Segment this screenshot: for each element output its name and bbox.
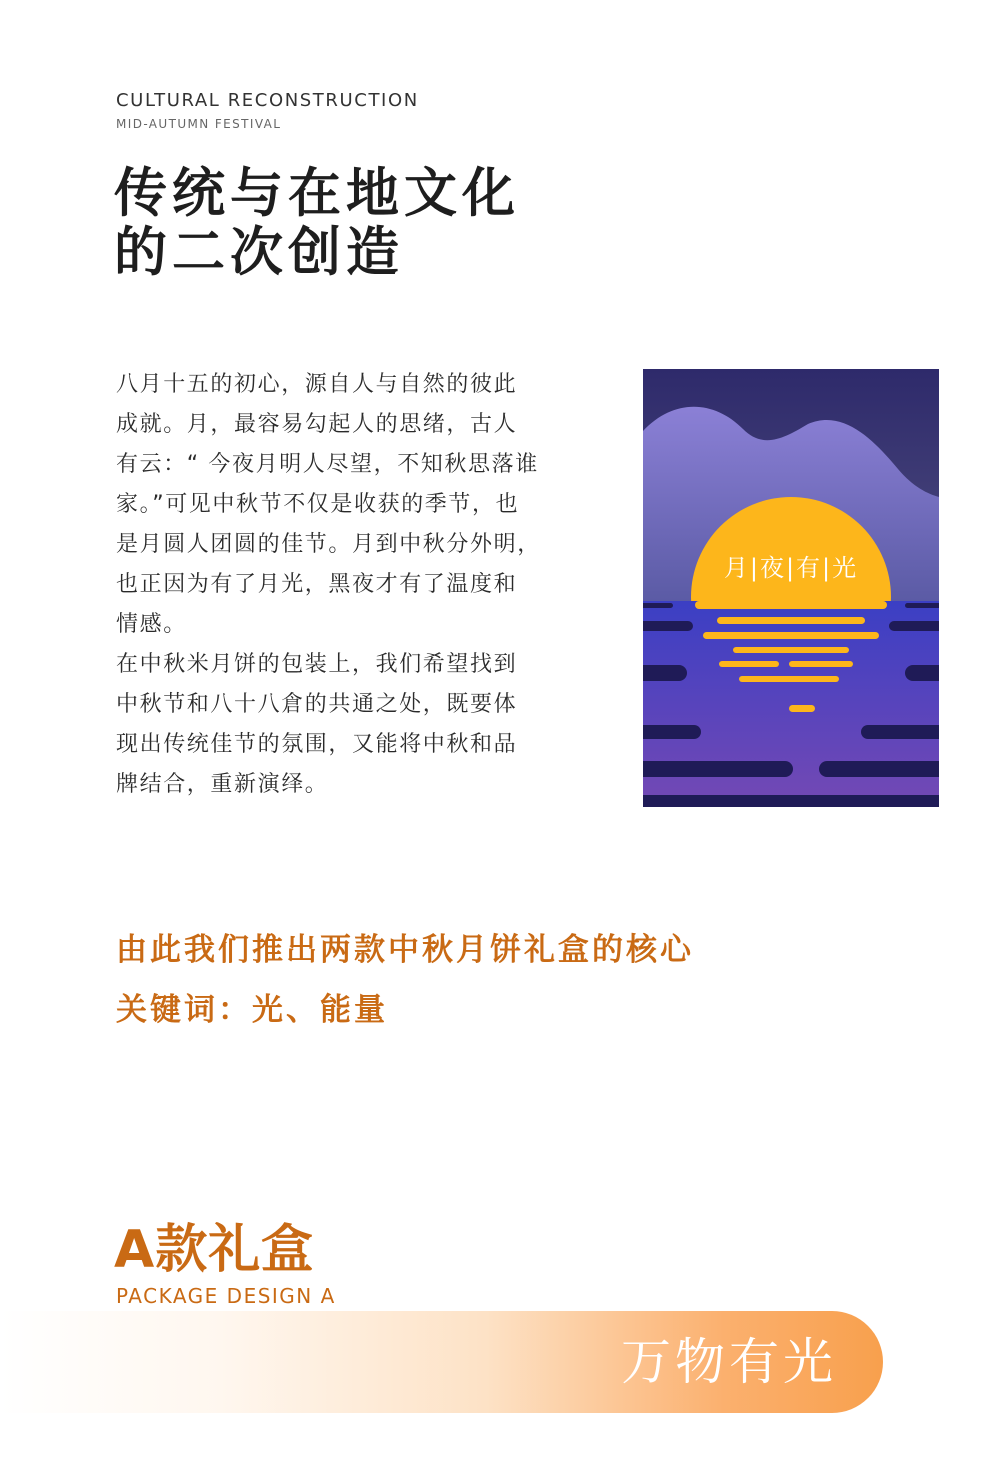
highlight-statement bbox=[116, 920, 694, 1040]
title-line-1: 传统与在地文化 bbox=[114, 163, 520, 224]
poster-svg bbox=[643, 369, 939, 807]
page-title bbox=[114, 164, 520, 282]
text-line: 中秋节和八十八倉的共通之处，既要体 bbox=[116, 692, 518, 717]
title-line-2: 的二次创造 bbox=[114, 222, 404, 283]
paragraph-2 bbox=[116, 645, 612, 805]
banner-text: 万物有光 bbox=[621, 1333, 837, 1391]
poster-text: 月|夜|有|光 bbox=[723, 554, 859, 582]
package-subtitle: PACKAGE DESIGN A bbox=[116, 1284, 336, 1308]
text-line: 八月十五的初心，源自人与自然的彼此 bbox=[116, 372, 518, 397]
text-line: 家。”可见中秋节不仅是收获的季节，也 bbox=[116, 492, 520, 517]
text-line: 成就。月，最容易勾起人的思绪，古人 bbox=[116, 412, 518, 437]
package-title: A款礼盒 bbox=[114, 1220, 315, 1280]
highlight-line-1: 由此我们推出两款中秋月饼礼盒的核心 bbox=[116, 932, 694, 968]
moon-poster-illustration bbox=[643, 369, 939, 807]
text-line: 在中秋米月饼的包装上，我们希望找到 bbox=[116, 652, 518, 677]
text-line: 是月圆人团圆的佳节。月到中秋分外明， bbox=[116, 532, 541, 557]
text-line: 牌结合，重新演绎。 bbox=[116, 772, 329, 797]
text-line: 现出传统佳节的氛围，又能将中秋和品 bbox=[116, 732, 518, 757]
paragraph-1 bbox=[116, 365, 612, 645]
text-line: 也正因为有了月光，黑夜才有了温度和 bbox=[116, 572, 518, 597]
eyebrow-main: CULTURAL RECONSTRUCTION bbox=[116, 90, 419, 111]
text-line: 情感。 bbox=[116, 612, 187, 637]
body-text bbox=[116, 365, 612, 805]
highlight-line-2: 关键词：光、能量 bbox=[116, 992, 388, 1028]
keyword-banner bbox=[0, 1311, 883, 1413]
text-line: 有云：“ 今夜月明人尽望，不知秋思落谁 bbox=[116, 452, 539, 477]
eyebrow-sub: MID-AUTUMN FESTIVAL bbox=[116, 117, 282, 131]
